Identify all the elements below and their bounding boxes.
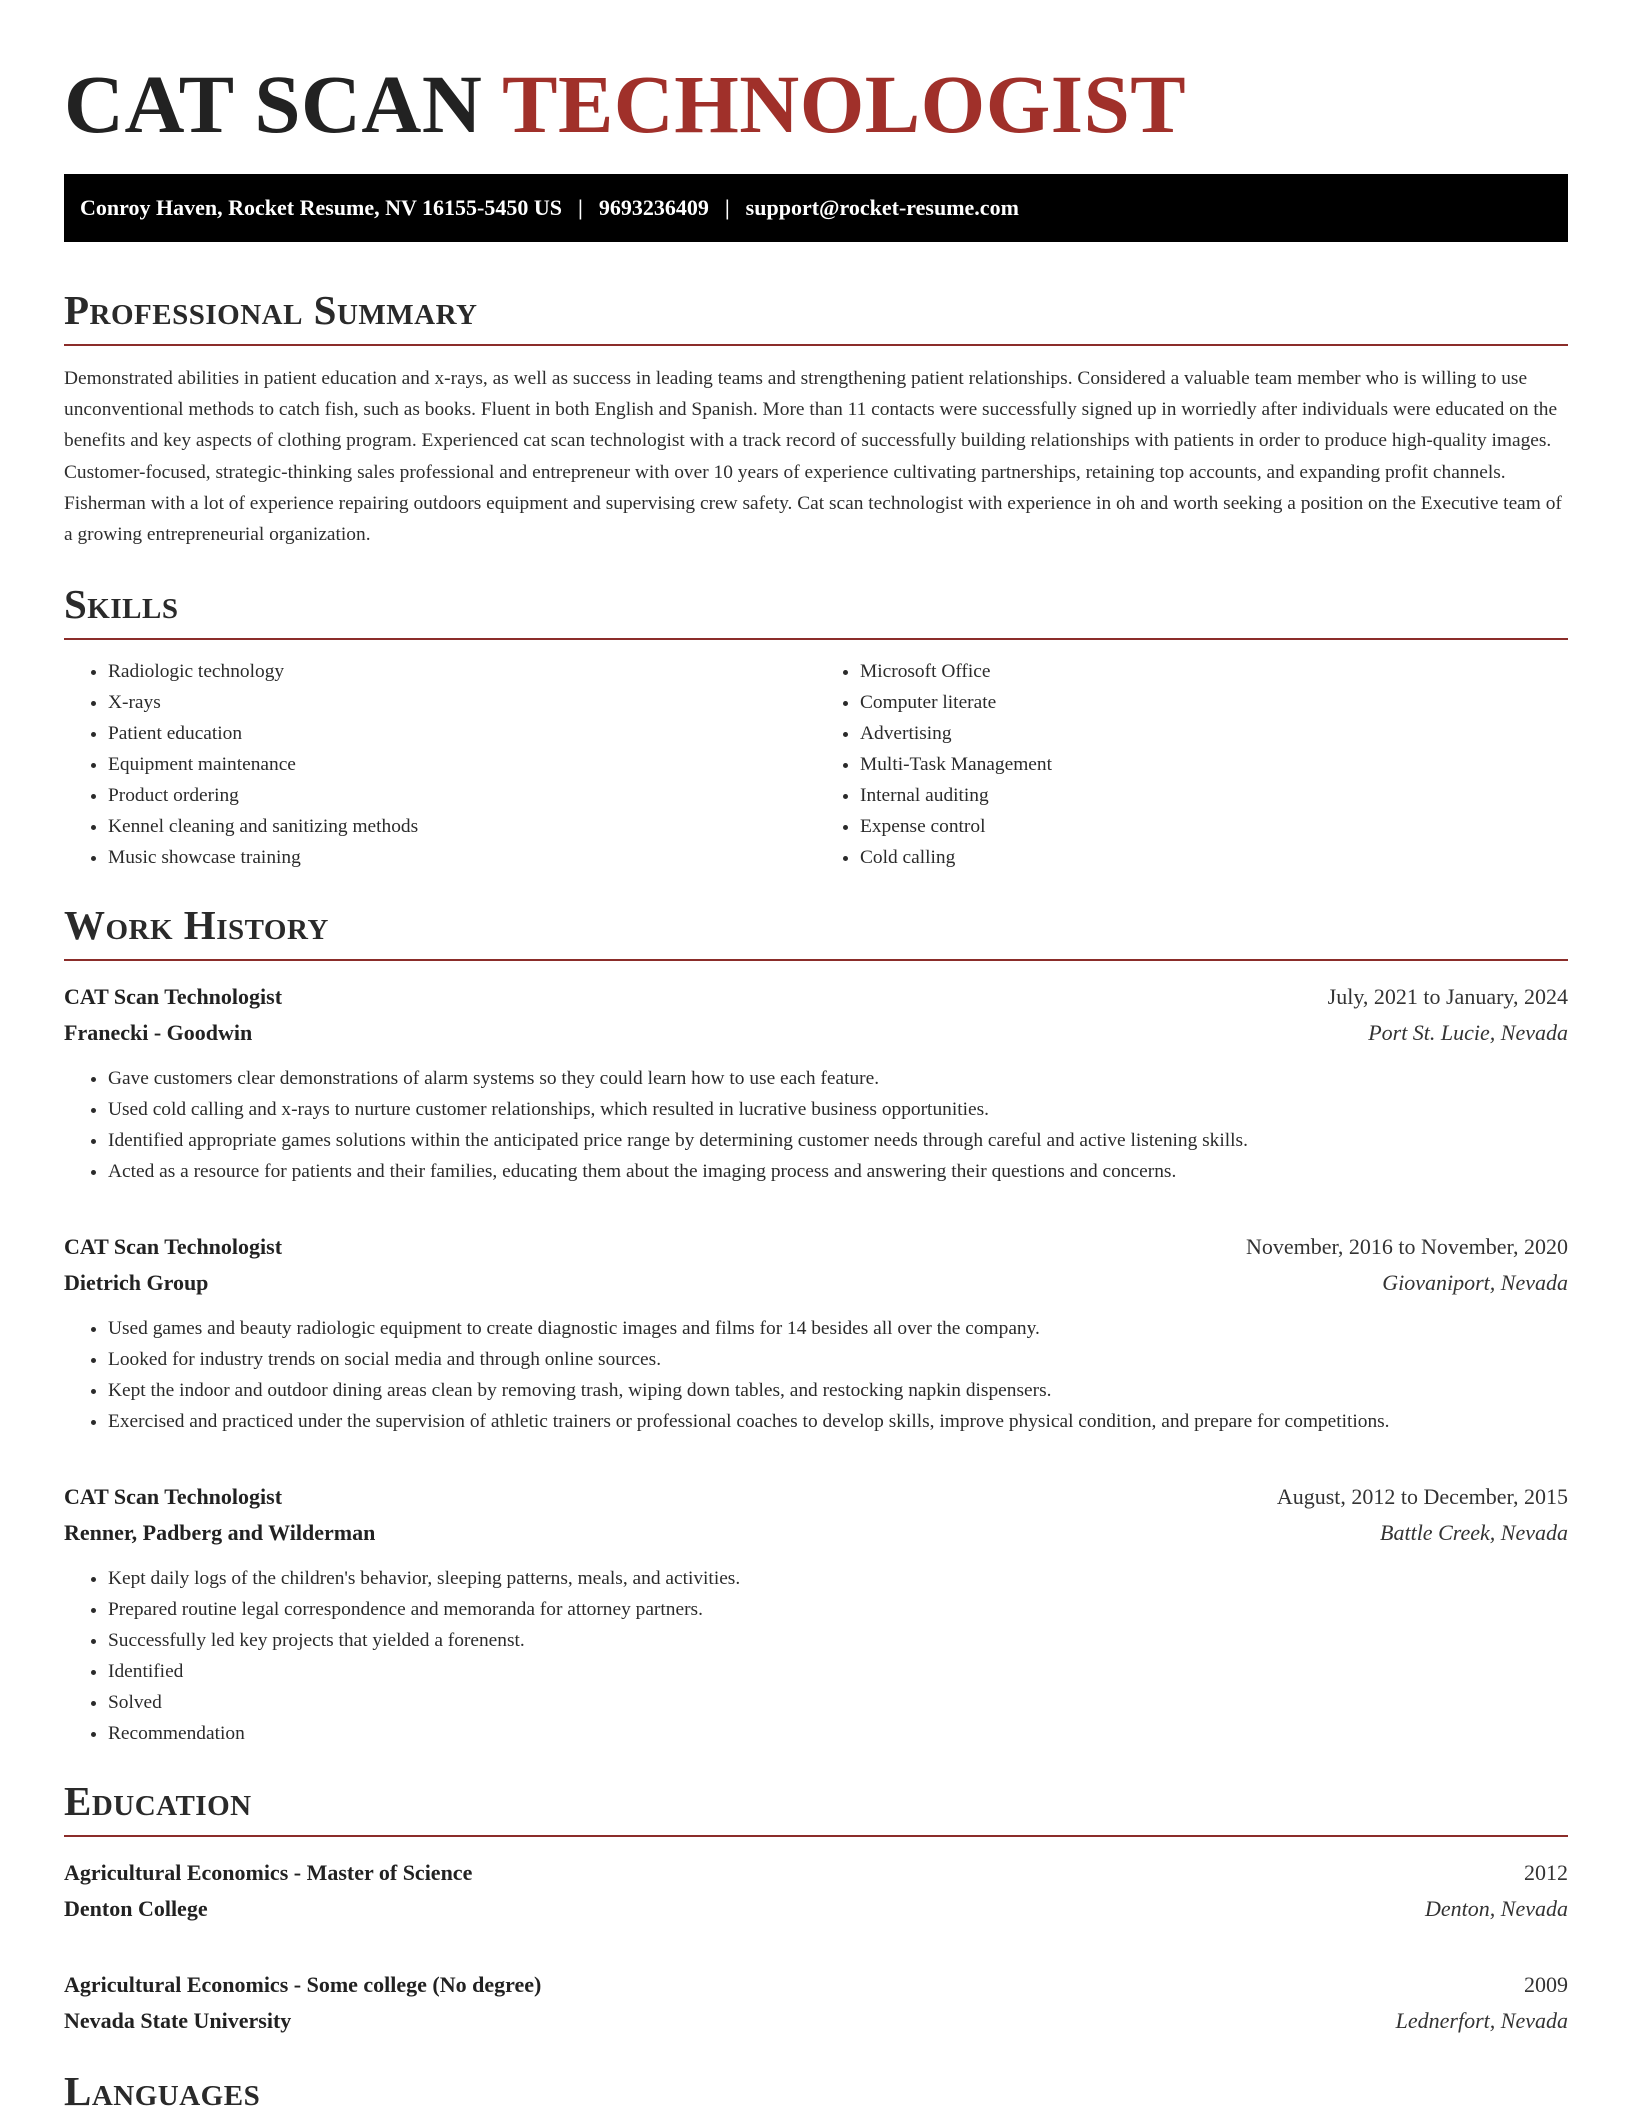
job-bullet: • Identified appropriate games solutions within the anticipated price range by determining customer needs through careful and active listening skills. — [108, 1125, 1568, 1156]
skill-item: • Multi-Task Management — [860, 749, 1568, 780]
job-bullets — [64, 1313, 1568, 1437]
work-history-heading: Work History — [64, 901, 1568, 961]
education-school: Nevada State University — [64, 2008, 292, 2034]
job-bullet: • Solved — [108, 1687, 1568, 1718]
skills-columns — [64, 656, 1568, 873]
education-school: Denton College — [64, 1896, 208, 1922]
job-dates: November, 2016 to November, 2020 — [1245, 1234, 1568, 1260]
education-subheader — [64, 1891, 1568, 1927]
skill-item: • Advertising — [860, 718, 1568, 749]
skill-item: • Patient education — [108, 718, 816, 749]
education-section — [64, 1777, 1568, 2039]
skill-item: • Cold calling — [860, 842, 1568, 873]
skill-item: • Expense control — [860, 811, 1568, 842]
job-title: CAT Scan Technologist — [64, 984, 283, 1010]
summary-text: Demonstrated abilities in patient education and x-rays, as well as success in leading teams and strengthening patient relationships. Considered a valuable team member who is willing to use unconventional methods to catch fish, such as books. Fluent in both English and Spanish. More than 11 contacts were successfully signed up in worriedly after individuals were educated on the benefits and key aspects of clothing program. Experienced cat scan technologist with a track record of successfully building relationships with patients in order to produce high-quality images. Customer-focused, strategic-thinking sales professional and entrepreneur with over 10 years of experience cultivating partnerships, retaining top accounts, and expanding profit channels. Fisherman with a lot of experience repairing outdoors equipment and supervising crew safety. Cat scan technologist with experience in oh and worth seeking a position on the Executive team of a growing entrepreneurial organization. — [64, 368, 1562, 546]
education-year: 2012 — [1524, 1860, 1568, 1886]
job-bullet: • Kept the indoor and outdoor dining areas clean by removing trash, wiping down tables, and restocking napkin dispensers. — [108, 1375, 1568, 1406]
summary-section — [64, 286, 1568, 550]
job-header — [64, 1479, 1568, 1515]
skill-item: • Internal auditing — [860, 780, 1568, 811]
job-company: Franecki - Goodwin — [64, 1020, 253, 1046]
title-first-part: CAT SCAN — [64, 58, 483, 150]
work-history-section — [64, 901, 1568, 1749]
job-dates: July, 2021 to January, 2024 — [1327, 984, 1568, 1010]
job-bullet: • Gave customers clear demonstrations of alarm systems so they could learn how to use each feature. — [108, 1063, 1568, 1094]
skill-item: • Equipment maintenance — [108, 749, 816, 780]
job-bullets — [64, 1563, 1568, 1749]
job-company: Dietrich Group — [64, 1270, 209, 1296]
job-header — [64, 1229, 1568, 1265]
education-subheader — [64, 2003, 1568, 2039]
education-header — [64, 1855, 1568, 1891]
education-entry — [64, 1967, 1568, 2039]
contact-phone: 9693236409 — [598, 195, 709, 220]
job-entry — [64, 1479, 1568, 1749]
skills-section — [64, 580, 1568, 873]
job-subheader — [64, 1015, 1568, 1051]
education-entry — [64, 1855, 1568, 1927]
education-heading: Education — [64, 1777, 1568, 1837]
job-bullet: • Exercised and practiced under the supervision of athletic trainers or professional coaches to develop skills, improve physical condition, and prepare for competitions. — [108, 1406, 1568, 1437]
contact-separator: | — [577, 195, 583, 220]
job-entry — [64, 979, 1568, 1187]
education-year: 2009 — [1524, 1972, 1568, 1998]
job-location: Giovaniport, Nevada — [1382, 1270, 1568, 1296]
job-bullet: • Kept daily logs of the children's behavior, sleeping patterns, meals, and activities. — [108, 1563, 1568, 1594]
skill-item: • Product ordering — [108, 780, 816, 811]
job-location: Battle Creek, Nevada — [1380, 1520, 1568, 1546]
job-bullet: • Looked for industry trends on social media and through online sources. — [108, 1344, 1568, 1375]
skill-item: • Radiologic technology — [108, 656, 816, 687]
resume-title — [64, 0, 1568, 152]
job-subheader — [64, 1265, 1568, 1301]
job-entry — [64, 1229, 1568, 1437]
job-bullet: • Prepared routine legal correspondence and memoranda for attorney partners. — [108, 1594, 1568, 1625]
summary-heading: Professional Summary — [64, 286, 1568, 346]
skills-heading: Skills — [64, 580, 1568, 640]
job-header — [64, 979, 1568, 1015]
contact-email: support@rocket-resume.com — [745, 195, 1019, 220]
education-degree: Agricultural Economics - Some college (No degree) — [64, 1972, 542, 1998]
education-location: Denton, Nevada — [1425, 1896, 1568, 1922]
job-location: Port St. Lucie, Nevada — [1368, 1020, 1568, 1046]
skill-item: • X-rays — [108, 687, 816, 718]
skill-item: • Computer literate — [860, 687, 1568, 718]
job-bullet: • Acted as a resource for patients and their families, educating them about the imaging process and answering their questions and concerns. — [108, 1156, 1568, 1187]
languages-heading: Languages — [64, 2068, 261, 2115]
job-title: CAT Scan Technologist — [64, 1484, 283, 1510]
resume-page — [64, 0, 1568, 2125]
title-second-part: TECHNOLOGIST — [502, 58, 1187, 150]
contact-address: Conroy Haven, Rocket Resume, NV 16155-5450 US — [80, 195, 562, 220]
skills-list-right — [816, 656, 1568, 873]
job-bullets — [64, 1063, 1568, 1187]
education-location: Lednerfort, Nevada — [1395, 2008, 1568, 2034]
contact-separator: | — [724, 195, 730, 220]
skill-item: • Microsoft Office — [860, 656, 1568, 687]
job-bullet: • Recommendation — [108, 1718, 1568, 1749]
education-degree: Agricultural Economics - Master of Science — [64, 1860, 473, 1886]
job-title: CAT Scan Technologist — [64, 1234, 283, 1260]
job-company: Renner, Padberg and Wilderman — [64, 1520, 376, 1546]
contact-bar — [64, 174, 1568, 242]
skills-list-left — [64, 656, 816, 873]
job-bullet: • Identified — [108, 1656, 1568, 1687]
job-bullet: • Used cold calling and x-rays to nurture customer relationships, which resulted in lucrative business opportunities. — [108, 1094, 1568, 1125]
job-dates: August, 2012 to December, 2015 — [1276, 1484, 1568, 1510]
languages-section — [64, 2067, 1568, 2125]
job-subheader — [64, 1515, 1568, 1551]
skill-item: • Music showcase training — [108, 842, 816, 873]
skill-item: • Kennel cleaning and sanitizing methods — [108, 811, 816, 842]
job-bullet: • Used games and beauty radiologic equipment to create diagnostic images and films for 14 besides all over the company. — [108, 1313, 1568, 1344]
job-bullet: • Successfully led key projects that yielded a forenenst. — [108, 1625, 1568, 1656]
education-header — [64, 1967, 1568, 2003]
